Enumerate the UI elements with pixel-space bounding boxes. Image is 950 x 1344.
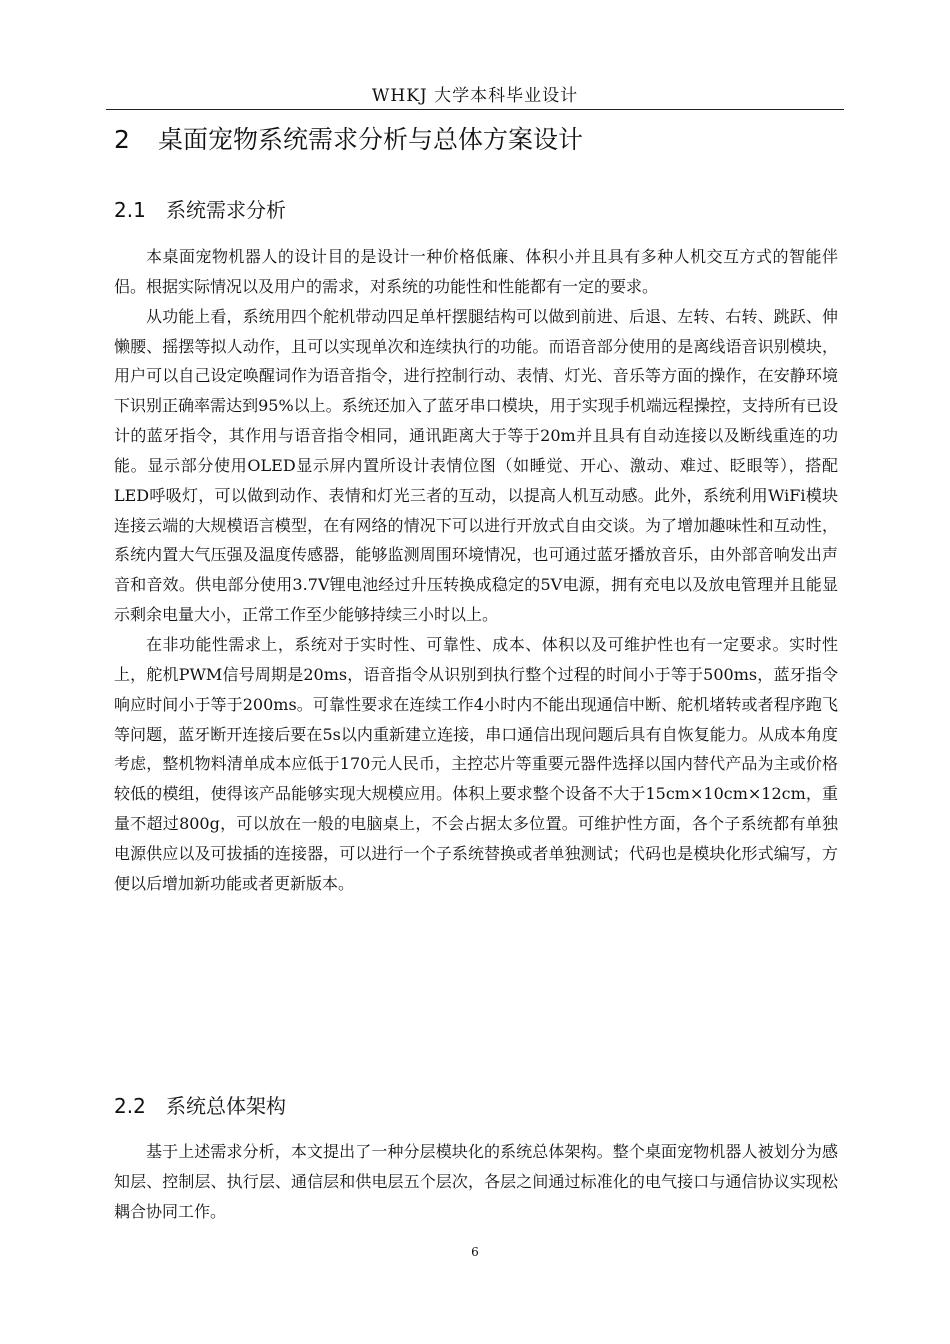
page-number: 6	[471, 1245, 479, 1259]
section-title: 系统需求分析	[166, 198, 286, 222]
section-number: 2.2	[114, 1094, 146, 1118]
paragraph: 基于上述需求分析，本文提出了一种分层模块化的系统总体架构。整个桌面宠物机器人被划分为感知层、控制层、执行层、通信层和供电层五个层次，各层之间通过标准化的电气接口与通信协议实现松耦合协同工作。	[114, 1142, 838, 1221]
chapter-heading	[114, 118, 583, 162]
running-header: WHKJ 大学本科毕业设计	[371, 86, 579, 106]
section-heading-2-1	[114, 194, 286, 226]
section-number: 2.1	[114, 198, 146, 222]
section-2-1-body	[114, 242, 838, 899]
section-heading-2-2	[114, 1090, 286, 1122]
chapter-number: 2	[114, 125, 130, 154]
header-divider	[106, 109, 844, 110]
chapter-title: 桌面宠物系统需求分析与总体方案设计	[158, 125, 584, 154]
paragraph: 从功能上看，系统用四个舵机带动四足单杆摆腿结构可以做到前进、后退、左转、右转、跳跃、伸懒腰、摇摆等拟人动作，且可以实现单次和连续执行的功能。而语音部分使用的是离线语音识别模块，用户可以自己设定唤醒词作为语音指令，进行控制行动、表情、灯光、音乐等方面的操作，在安静环境下识别正确率需达到95%以上。系统还加入了蓝牙串口模块，用于实现手机端远程操控，支持所有已设计的蓝牙指令，其作用与语音指令相同，通讯距离大于等于20m并且具有自动连接以及断线重连的功能。显示部分使用OLED显示屏内置所设计表情位图（如睡觉、开心、激动、难过、眨眼等），搭配LED呼吸灯，可以做到动作、表情和灯光三者的互动，以提高人机互动感。此外，系统利用WiFi模块连接云端的大规模语言模型，在有网络的情况下可以进行开放式自由交谈。为了增加趣味性和互动性，系统内置大气压强及温度传感器，能够监测周围环境情况，也可通过蓝牙播放音乐，由外部音响发出声音和音效。供电部分使用3.7V锂电池经过升压转换成稳定的5V电源，拥有充电以及放电管理并且能显示剩余电量大小，正常工作至少能够持续三小时以上。	[114, 306, 838, 625]
section-title: 系统总体架构	[166, 1094, 286, 1118]
paragraph: 本桌面宠物机器人的设计目的是设计一种价格低廉、体积小并且具有多种人机交互方式的智能伴侣。根据实际情况以及用户的需求，对系统的功能性和性能都有一定的要求。	[114, 247, 838, 296]
section-2-2-body	[114, 1137, 838, 1227]
paragraph: 在非功能性需求上，系统对于实时性、可靠性、成本、体积以及可维护性也有一定要求。实时性上，舵机PWM信号周期是20ms，语音指令从识别到执行整个过程的时间小于等于500ms，蓝牙指令响应时间小于等于200ms。可靠性要求在连续工作4小时内不能出现通信中断、舵机堵转或者程序跑飞等问题，蓝牙断开连接后要在5s以内重新建立连接，串口通信出现问题后具有自恢复能力。从成本角度考虑，整机物料清单成本应低于170元人民币，主控芯片等重要元器件选择以国内替代产品为主或价格较低的模组，使得该产品能够实现大规模应用。体积上要求整个设备不大于15cm×10cm×12cm，重量不超过800g，可以放在一般的电脑桌上，不会占据太多位置。可维护性方面，各个子系统都有单独电源供应以及可拔插的连接器，可以进行一个子系统替换或者单独测试；代码也是模块化形式编写，方便以后增加新功能或者更新版本。	[114, 634, 838, 893]
